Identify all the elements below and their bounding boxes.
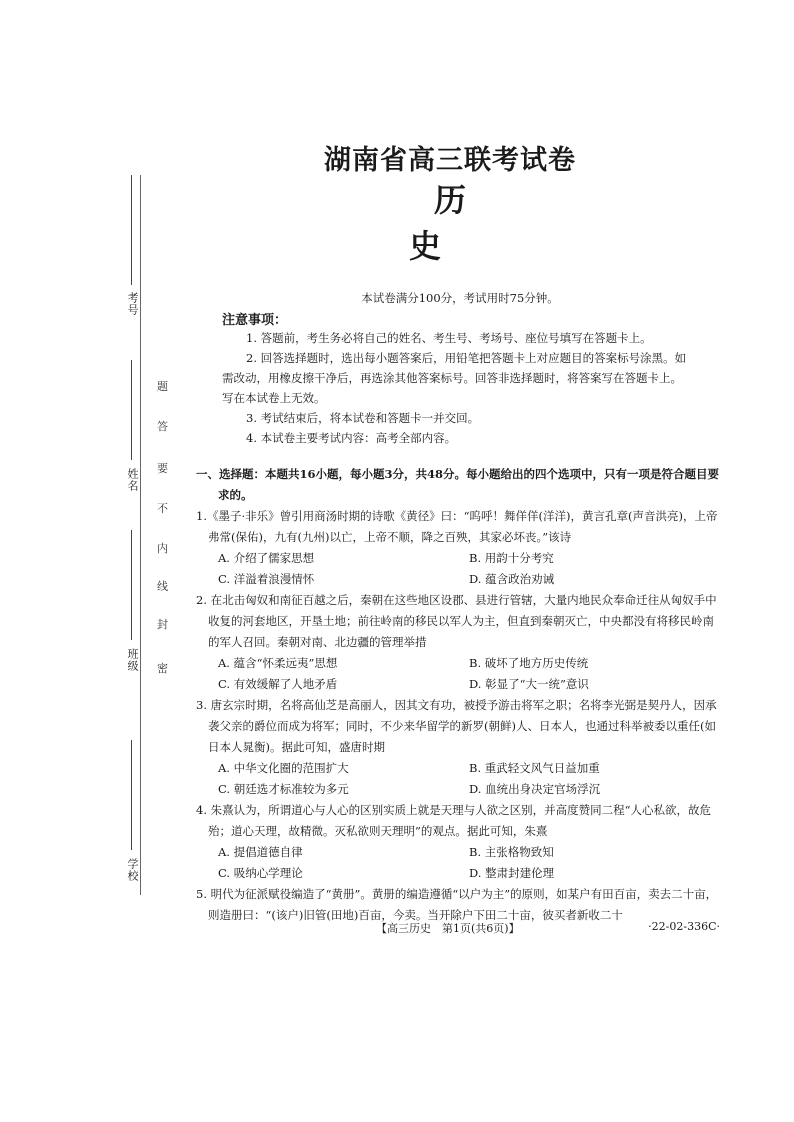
notice-item: 3. 考试结束后，将本试卷和答题卡一并交回。 <box>246 411 480 425</box>
option: B. 破坏了地方历史传统 <box>469 656 589 670</box>
option: B. 主张格物致知 <box>469 845 554 859</box>
class-label: 班级 <box>126 648 139 672</box>
seal-char: 线 <box>157 580 168 593</box>
notice-item: 2. 回答选择题时，选出每小题答案后，用铅笔把答题卡上对应题目的答案标号涂黑。如需改动，用橡皮擦干净后，再选涂其他答案标号。回答非选择题时，将答案写在答题卡上。写在本试卷上无效。 <box>222 351 687 405</box>
option: C. 有效缓解了人地矛盾 <box>218 677 338 691</box>
paper-code: ·22-02-336C· <box>648 920 720 933</box>
options <box>196 758 720 800</box>
question-stem: 1.《墨子·非乐》曾引用商汤时期的诗歌《黄径》曰：“呜呼！舞佯佯(洋洋)，黄言孔章(声音洪亮)，上帝弗常(保佑)，九有(九州)以亡，上帝不顺，降之百殃，其家必坏丧。”该诗 <box>196 509 718 544</box>
option: C. 朝廷选才标准较为多元 <box>218 782 349 796</box>
exam-no-line <box>131 175 132 285</box>
notice-list <box>222 328 692 448</box>
option: D. 整肃封建伦理 <box>469 866 555 880</box>
options <box>196 653 720 695</box>
option: B. 用韵十分考究 <box>469 551 554 565</box>
question-section <box>196 464 720 926</box>
options <box>196 548 720 590</box>
seal-char: 题 <box>157 380 168 393</box>
options <box>196 842 720 884</box>
seal-char: 封 <box>157 618 168 631</box>
option: D. 蕴含政治劝诫 <box>469 572 555 586</box>
exam-meta: 本试卷满分100分，考试用时75分钟。 <box>361 291 559 305</box>
seal-line <box>140 175 141 895</box>
question-stem: 5. 明代为征派赋役编造了“黄册”。黄册的编造遵循“以户为主”的原则，如某户有田百亩，卖去二十亩，则造册曰：“(该户)旧管(田地)百亩，今卖。当开除户下田二十亩，彼买者新收二十 <box>196 887 718 922</box>
option: C. 洋溢着浪漫情怀 <box>218 572 315 586</box>
seal-char: 答 <box>157 420 168 433</box>
seal-char: 要 <box>157 462 168 475</box>
option: A. 介绍了儒家思想 <box>218 551 315 565</box>
name-label: 姓名 <box>126 468 139 492</box>
seal-char: 内 <box>157 542 168 555</box>
option: A. 提倡道德自律 <box>218 845 303 859</box>
school-label: 学校 <box>126 858 139 882</box>
notice-item: 4. 本试卷主要考试内容：高考全部内容。 <box>246 431 457 445</box>
name-line <box>131 360 132 460</box>
option: C. 吸纳心学理论 <box>218 866 303 880</box>
class-line <box>131 530 132 640</box>
exam-no-label: 考号 <box>126 292 139 316</box>
option: D. 彰显了“大一统”意识 <box>469 677 589 691</box>
option: A. 蕴含“怀柔远夷”思想 <box>218 656 338 670</box>
subject-title: 历史 <box>408 181 516 265</box>
notice-title: 注意事项： <box>222 313 288 328</box>
option: B. 重武轻文风气日益加重 <box>469 761 600 775</box>
seal-char: 不 <box>157 502 168 515</box>
notice-item: 1. 答题前，考生务必将自己的姓名、考生号、考场号、座位号填写在答题卡上。 <box>246 331 652 345</box>
section-heading: 一、选择题：本题共16小题，每小题3分，共48分。每小题给出的四个选项中，只有一项是符合题目要求的。 <box>196 467 720 502</box>
exam-title: 湖南省高三联考试卷 <box>324 145 576 176</box>
page-number: 【高三历史 第1页(共6页)】 <box>376 922 520 935</box>
question-stem: 2. 在北击匈奴和南征百越之后，秦朝在这些地区设郡、县进行管辖，大量内地民众奉命迁往从匈奴手中收复的河套地区，开垦土地；前往岭南的移民以军人为主，但直到秦朝灭亡，中央都没有将移民岭南的军人召回。秦朝对南、北边疆的管理举措 <box>196 593 717 649</box>
school-line <box>131 740 132 850</box>
question-stem: 3. 唐玄宗时期，名将高仙芝是高丽人，因其文有功，被授予游击将军之职；名将李光弼是契丹人，因承袭父亲的爵位而成为将军；同时，不少来华留学的新罗(朝鲜)人、日本人，也通过科举被委以重任(如日本人晁衡)。据此可知，盛唐时期 <box>196 698 717 754</box>
question-stem: 4. 朱熹认为，所谓道心与人心的区别实质上就是天理与人欲之区别，并高度赞同二程“人心私欲，故危殆；道心天理，故精微。灭私欲则天理明”的观点。据此可知，朱熹 <box>196 803 712 838</box>
option: A. 中华文化圈的范围扩大 <box>218 761 349 775</box>
option: D. 血统出身决定官场浮沉 <box>469 782 601 796</box>
seal-char: 密 <box>157 662 168 675</box>
